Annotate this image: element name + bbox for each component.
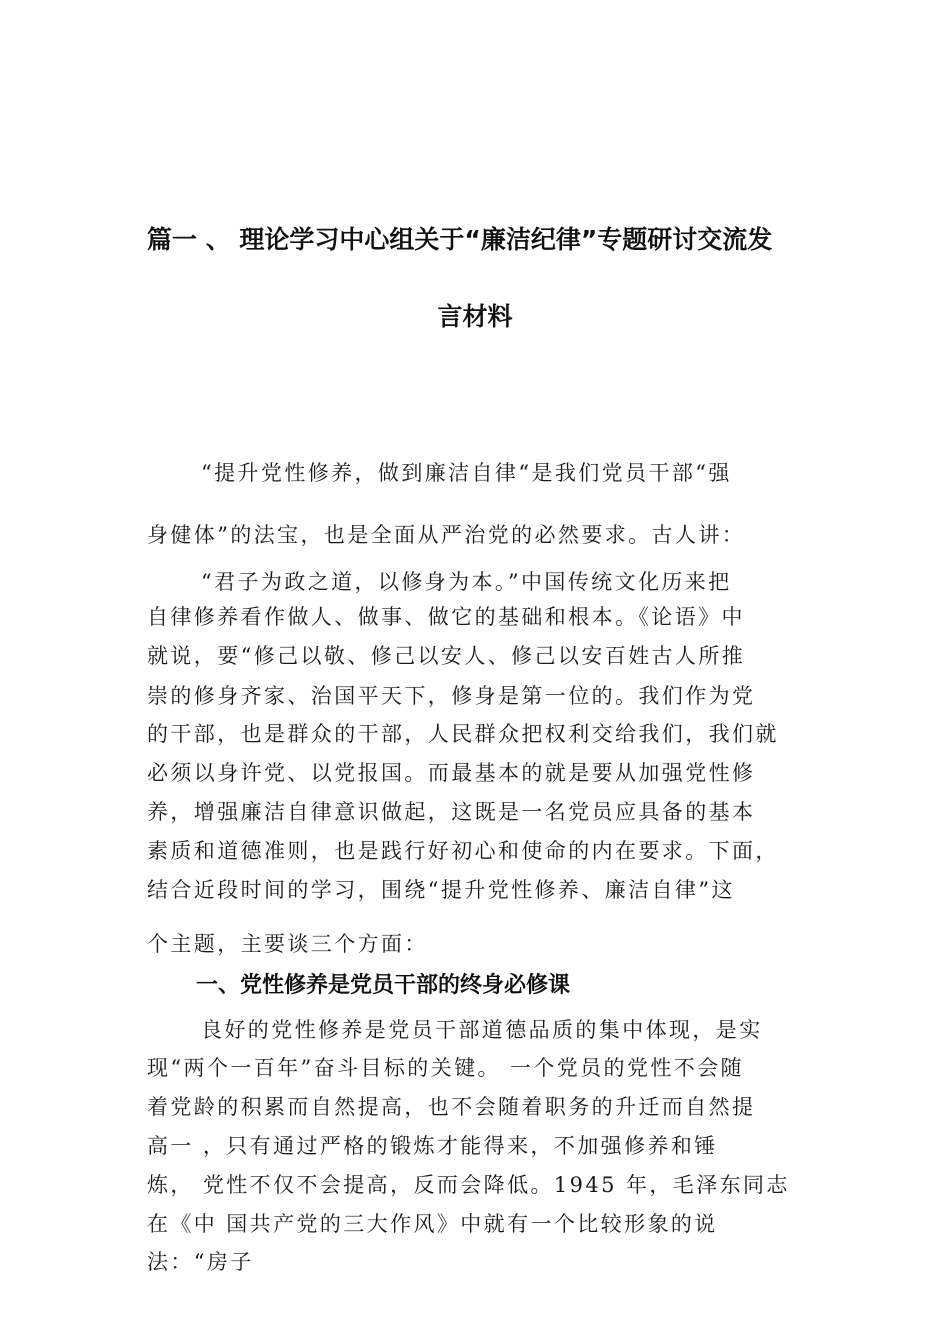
paragraph-3-line: 法：“房子 [147,1250,254,1274]
paragraph-3-line: 现“两个一百年”奋斗目标的关键。 一个党员的党性不会随 [147,1056,744,1080]
paragraph-3-line: 良好的党性修养是党员干部道德品质的集中体现，是实 [201,1018,763,1042]
section-1-heading: 一、党性修养是党员干部的终身必修课 [196,973,571,998]
paragraph-2-line: 养，增强廉洁自律意识做起，这既是一名党员应具备的基本 [147,800,756,824]
paragraph-3-line: 高一 ，只有通过严格的锻炼才能得来，不加强修养和锤 [147,1134,718,1158]
paragraph-2-line: 必须以身许党、以党报国。而最基本的就是要从加强党性修 [147,761,756,785]
paragraph-3-line: 炼， 党性不仅不会提高，反而会降低。1945 年，毛泽东同志 [147,1173,790,1197]
document-title-line-2: 言材料 [437,302,513,331]
paragraph-2-line: 的干部，也是群众的干部，人民群众把权利交给我们，我们就 [147,722,779,746]
paragraph-2-line: 自律修养看作做人、做事、做它的基础和根本。《论语》中 [147,605,745,629]
paragraph-2-line: 就说，要“修己以敬、修己以安人、修己以安百姓古人所推 [147,644,746,668]
paragraph-2-line: “君子为政之道，以修身为本。”中国传统文化历来把 [201,570,732,594]
paragraph-3-line: 在《中 国共产党的三大作风》中就有一个比较形象的说 [147,1212,718,1236]
document-title-line-1: 篇一 、 理论学习中心组关于“廉洁纪律”专题研讨交流发 [147,225,773,254]
paragraph-2-line: 个主题，主要谈三个方面： [147,932,428,956]
paragraph-2-line: 崇的修身齐家、治国平天下，修身是第一位的。我们作为党 [147,684,756,708]
paragraph-3-line: 着党龄的积累而自然提高，也不会随着职务的升迁而自然提 [147,1095,756,1119]
paragraph-1-line: 身健体”的法宝，也是全面从严治党的必然要求。古人讲： [147,523,746,547]
paragraph-2-line: 结合近段时间的学习，围绕“提升党性修养、廉洁自律”这 [147,878,735,902]
paragraph-1-line: “提升党性修养，做到廉洁自律“是我们党员干部“强 [201,461,732,485]
paragraph-2-line: 素质和道德准则，也是践行好初心和使命的内在要求。下面， [147,839,779,863]
